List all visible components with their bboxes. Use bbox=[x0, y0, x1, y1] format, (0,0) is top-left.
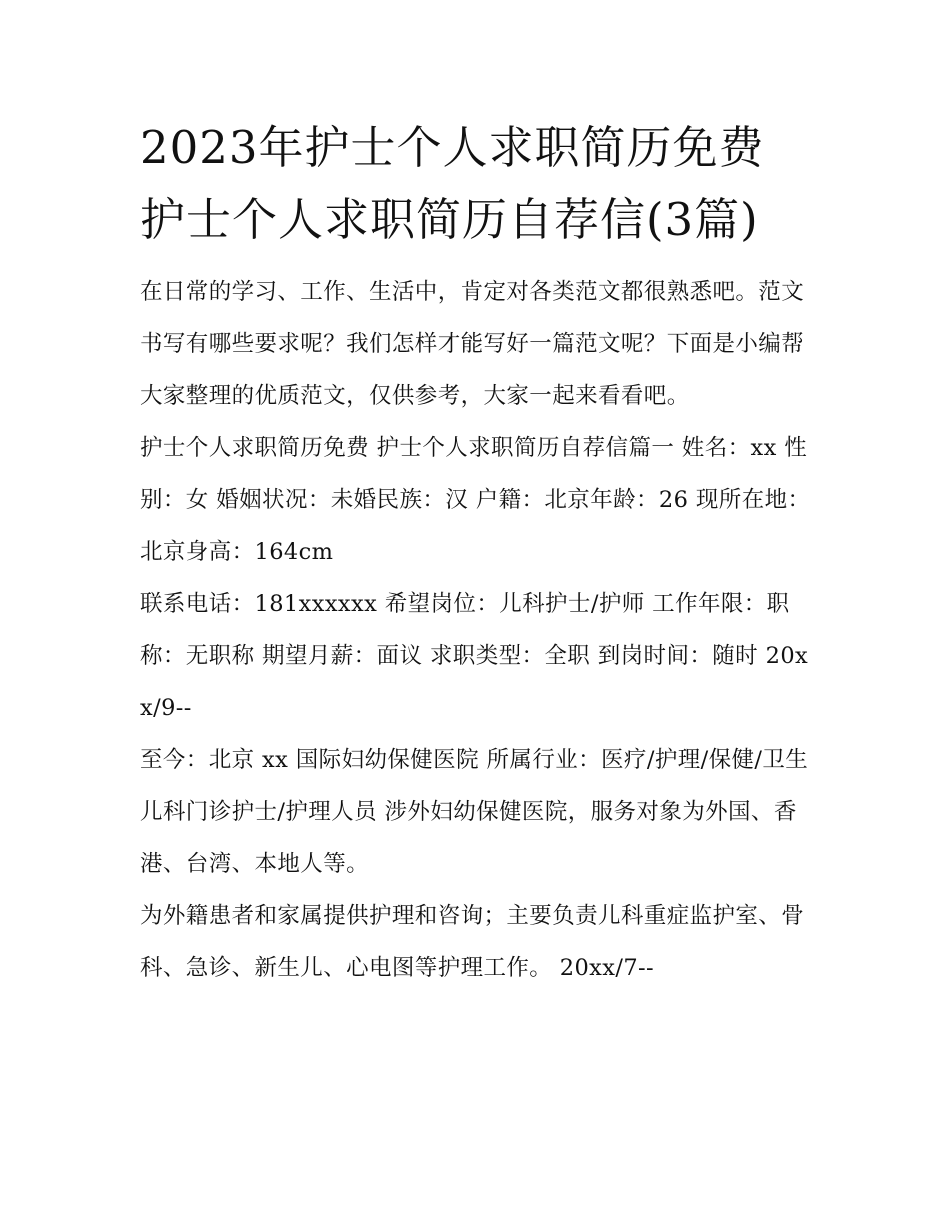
document-title: 2023年护士个人求职简历免费 护士个人求职简历自荐信(3篇) bbox=[140, 121, 765, 246]
document-body bbox=[140, 112, 815, 994]
responsibilities-paragraph: 为外籍患者和家属提供护理和咨询；主要负责儿科重症监护室、骨科、急诊、新生儿、心电图等护理工作。 20xx/7-- bbox=[140, 903, 805, 981]
intro-paragraph: 在日常的学习、工作、生活中，肯定对各类范文都很熟悉吧。范文书写有哪些要求呢？我们怎样才能写好一篇范文呢？下面是小编帮大家整理的优质范文，仅供参考，大家一起来看看吧。 bbox=[140, 279, 805, 409]
personal-info-paragraph: 护士个人求职简历免费 护士个人求职简历自荐信篇一 姓名：xx 性别：女 婚姻状况：未婚民族：汉 户籍：北京年龄：26 现所在地：北京身高：164cm bbox=[140, 435, 811, 565]
work-experience-paragraph: 至今：北京 xx 国际妇幼保健医院 所属行业：医疗/护理/保健/卫生 儿科门诊护士/护理人员 涉外妇幼保健医院，服务对象为外国、香港、台湾、本地人等。 bbox=[140, 747, 809, 877]
contact-info-paragraph: 联系电话：181xxxxxx 希望岗位：儿科护士/护师 工作年限：职称：无职称 期望月薪：面议 求职类型：全职 到岗时间：随时 20xx/9-- bbox=[140, 591, 809, 721]
